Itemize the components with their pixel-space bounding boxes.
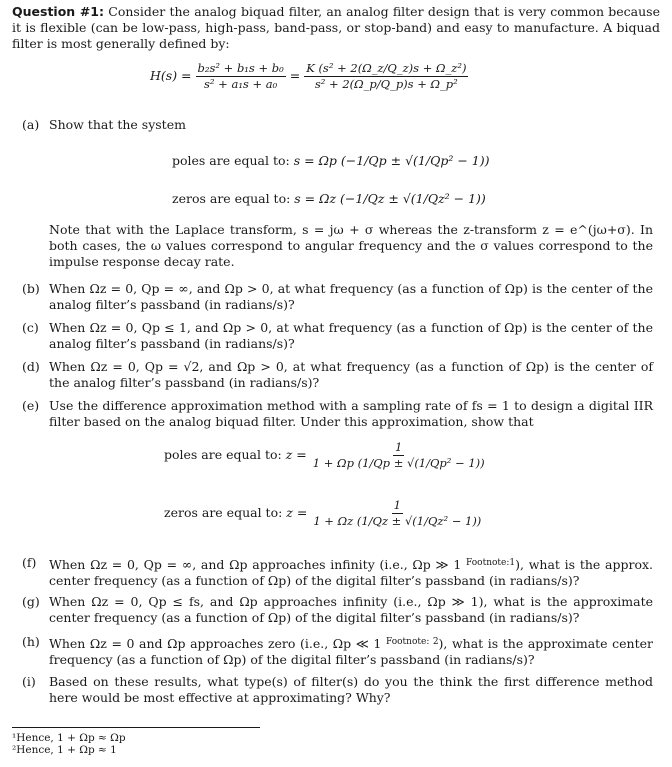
part-i-label: (i) xyxy=(22,674,36,689)
part-e-zeros-label: zeros are equal to: xyxy=(164,505,283,520)
tf-frac2-numerator: K (s² + 2(Ω_z/Q_z)s + Ω_z²) xyxy=(306,61,467,75)
part-c-label: (c) xyxy=(22,320,39,335)
part-h-text-a: When Ωz = 0 and Ωp approaches zero (i.e., Ωp ≪ 1 xyxy=(49,636,386,651)
part-d xyxy=(22,359,656,393)
part-a xyxy=(22,117,656,137)
part-f-text-b: ), what is the approx. center frequency (as a function of Ωp) of the digital filter’s passband (in radians/s)? xyxy=(49,557,653,588)
footnote-rule xyxy=(12,727,260,728)
part-f-label: (f) xyxy=(22,555,37,570)
part-i xyxy=(22,674,656,708)
part-b xyxy=(22,281,656,315)
part-b-text: When Ωz = 0, Qp = ∞, and Ωp > 0, at what frequency (as a function of Ωp) is the center of the analog filter’s passband (in radians/s)? xyxy=(49,281,653,312)
part-e-zeros xyxy=(164,499,483,528)
part-e-poles-label: poles are equal to: xyxy=(164,447,282,462)
footnotes xyxy=(12,732,312,756)
part-f-text-a: When Ωz = 0, Qp = ∞, and Ωp approaches infinity (i.e., Ωp ≫ 1 xyxy=(49,557,467,572)
part-e-zeros-denominator: 1 + Ωz (1/Qz ± √(1/Qz² − 1)) xyxy=(313,514,482,528)
part-a-poles-expression: s = Ωp (−1/Qp ± √(1/Qp² − 1)) xyxy=(293,153,490,168)
part-e-label: (e) xyxy=(22,398,40,413)
part-a-zeros xyxy=(172,191,486,207)
part-e-zeros-numerator: 1 xyxy=(393,498,401,512)
tf-frac2-denominator: s² + 2(Ω_p/Q_p)s + Ω_p² xyxy=(314,77,458,91)
question-label: Question #1: xyxy=(12,4,105,19)
tf-frac1-denominator: s² + a₁s + a₀ xyxy=(204,77,278,91)
part-f xyxy=(22,555,656,589)
tf-fraction-1 xyxy=(196,62,286,91)
part-e-poles-fraction xyxy=(311,441,487,470)
tf-lhs: H(s) = xyxy=(150,68,192,83)
tf-fraction-2 xyxy=(304,62,468,91)
part-d-text: When Ωz = 0, Qp = √2, and Ωp > 0, at what frequency (as a function of Ωp) is the center of the analog filter’s passband (in radians/s)? xyxy=(49,359,653,390)
tf-frac1-numerator: b₂s² + b₁s + b₀ xyxy=(197,61,284,75)
transfer-function-equation xyxy=(150,62,468,91)
part-a-poles xyxy=(172,153,490,169)
part-a-text: Show that the system xyxy=(49,117,186,132)
tf-equals: = xyxy=(289,68,301,83)
question-intro xyxy=(12,4,660,52)
part-h xyxy=(22,634,656,668)
part-g-label: (g) xyxy=(22,594,40,609)
part-e-poles-denominator: 1 + Ωp (1/Qp ± √(1/Qp² − 1)) xyxy=(312,456,485,470)
part-e-poles-numerator: 1 xyxy=(395,440,403,454)
part-f-text xyxy=(49,555,653,589)
part-i-text: Based on these results, what type(s) of filter(s) do you the think the first difference method here would be most effective at approximating? Why? xyxy=(49,674,653,705)
footnote-2: ²Hence, 1 + Ωp ≈ 1 xyxy=(12,744,117,756)
part-e-poles xyxy=(164,441,487,470)
part-c xyxy=(22,320,656,354)
part-e-poles-lhs: z = xyxy=(285,447,307,462)
part-e xyxy=(22,398,656,432)
part-g-text: When Ωz = 0, Qp ≤ fs, and Ωp approaches infinity (i.e., Ωp ≫ 1), what is the approximate center frequency (as a function of Ωp) of the digital filter’s passband (in radians/s)? xyxy=(49,594,653,625)
question-intro-text: Consider the analog biquad filter, an analog filter design that is very common because it is flexible (can be low-pass, high-pass, band-pass, or stop-band) and easy to manufacture. A biquad filter is most generally defined by: xyxy=(12,4,660,51)
part-b-label: (b) xyxy=(22,281,40,296)
part-c-text: When Ωz = 0, Qp ≤ 1, and Ωp > 0, at what frequency (as a function of Ωp) is the center of the analog filter’s passband (in radians/s)? xyxy=(49,320,653,351)
footnote-1: ¹Hence, 1 + Ωp ≈ Ωp xyxy=(12,732,126,744)
part-a-zeros-label: zeros are equal to: xyxy=(172,191,291,206)
part-h-footnote-tag: Footnote: 2 xyxy=(385,637,439,647)
part-e-zeros-fraction xyxy=(311,499,483,528)
part-e-text: Use the difference approximation method with a sampling rate of fs = 1 to design a digital IIR filter based on the analog biquad filter. Under this approximation, show that xyxy=(49,398,653,429)
part-a-zeros-expression: s = Ωz (−1/Qz ± √(1/Qz² − 1)) xyxy=(294,191,486,206)
part-a-poles-label: poles are equal to: xyxy=(172,153,290,168)
part-d-label: (d) xyxy=(22,359,40,374)
part-h-label: (h) xyxy=(22,634,40,649)
part-f-footnote-tag: Footnote:1 xyxy=(466,558,516,568)
part-h-text-b: ), what is the approximate center frequency (as a function of Ωp) of the digital filter’s passband (in radians/s)? xyxy=(49,636,653,667)
part-g xyxy=(22,594,656,628)
part-a-label: (a) xyxy=(22,117,40,132)
part-a-note: Note that with the Laplace transform, s = jω + σ whereas the z-transform z = e^(jω+σ). In both cases, the ω values correspond to angular frequency and the σ values correspond to the impulse response decay rate. xyxy=(49,222,653,269)
part-e-zeros-lhs: z = xyxy=(286,505,308,520)
part-h-text xyxy=(49,634,653,668)
